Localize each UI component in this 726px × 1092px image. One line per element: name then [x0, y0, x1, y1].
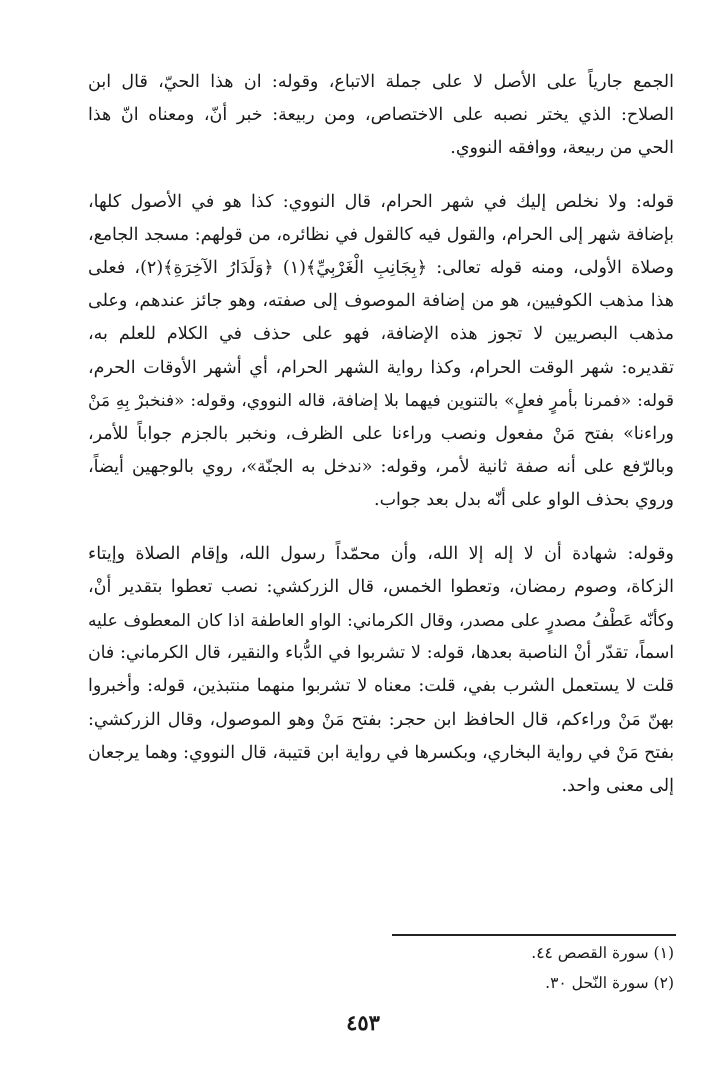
footnote-divider: [392, 934, 676, 936]
text-line: الجمع جارياً على الأصل لا على جملة الاتباع، وقوله: ان هذا الحيّ، قال ابن: [88, 72, 674, 92]
text-line: بإضافة شهر إلى الحرام، والقول فيه كالقول في نظائره، من قولهم: مسجد الجامع،: [88, 224, 674, 245]
text-line: وراءنا» بفتح مَنْ مفعول ونصب وراءنا على الظرف، ونخبر بالجزم جواباً للأمر،: [88, 424, 674, 445]
text-line: وصلاة الأولى، ومنه قوله تعالى: ﴿بِجَانِبِ الْغَرْبِيِّ﴾(١) ﴿وَلَدَارُ الآخِرَةِ﴾(٢)، فعلى: [88, 258, 674, 279]
text-line: الحي من ربيعة، ووافقه النووي.: [450, 138, 674, 159]
text-line: تقديره: شهر الوقت الحرام، وكذا رواية الشهر الحرام، أي أشهر الأوقات الحرم،: [88, 357, 674, 378]
text-line: بفتح مَنْ في رواية البخاري، وبكسرها في رواية ابن قتيبة، قال النووي: وهما يرجعان: [88, 742, 674, 763]
text-line: وروي بحذف الواو على أنّه بدل بعد جواب.: [374, 490, 674, 511]
page-body: [88, 66, 674, 803]
footnote-2: (٢) سورة النّحل ٣٠.: [545, 974, 674, 992]
text-line: وكأنّه عَطْفُ مصدرٍ على مصدر، وقال الكرماني: الواو العاطفة اذا كان المعطوف عليه: [88, 610, 674, 631]
text-line: الصلاح: الذي يختر نصبه على الاختصاص، ومن ربيعة: خبر أنّ، ومعناه انّ هذا: [88, 105, 674, 126]
text-line: قوله: ولا نخلص إليك في شهر الحرام، قال النووي: كذا هو في الأصول كلها،: [88, 191, 674, 212]
text-line: وبالرّفع على أنه صفة ثانية لأمر، وقوله: «ندخل به الجنّة»، روي بالوجهين أيضاً،: [88, 457, 674, 478]
text-line: الزكاة، وصوم رمضان، وتعطوا الخمس، قال الزركشي: نصب تعطوا بتقدير أنْ،: [88, 576, 674, 597]
text-line: اسماً، تقدّر أنْ الناصبة بعدها، قوله: لا تشربوا في الدُّباء والنقير، قال الكرماني: فان: [88, 643, 674, 664]
footnote-1: (١) سورة القصص ٤٤.: [531, 944, 674, 962]
text-line: مذهب البصريين لا تجوز هذه الإضافة، فهو على حذف في الكلام للعلم به،: [88, 324, 674, 345]
text-line: قوله: «فمرنا بأمرٍ فعلٍ» بالتنوين فيهما بلا إضافة، قاله النووي، وقوله: «فنخبرْ بِهِ مَنْ: [88, 390, 674, 411]
page-number: ٤٥٣: [346, 1010, 380, 1035]
paragraph-1: [88, 66, 674, 166]
text-line: قلت لا يستعمل الشرب بفي، قلت: معناه لا تشربوا منهما منتبذين، قوله: وأخبروا: [88, 676, 674, 697]
text-line: هذا مذهب الكوفيين، هو من إضافة الموصوف إلى صفته، وهو جائز عندهم، وعلى: [88, 291, 674, 312]
text-line: بهنّ مَنْ وراءكم، قال الحافظ ابن حجر: بفتح مَنْ وهو الموصول، وقال الزركشي:: [88, 709, 674, 730]
text-line: إلى معنى واحد.: [561, 776, 674, 797]
text-line: وقوله: شهادة أن لا إله إلا الله، وأن محمّداً رسول الله، وإقام الصلاة وإيتاء: [88, 543, 674, 564]
paragraph-3: [88, 538, 674, 804]
paragraph-2: [88, 186, 674, 518]
